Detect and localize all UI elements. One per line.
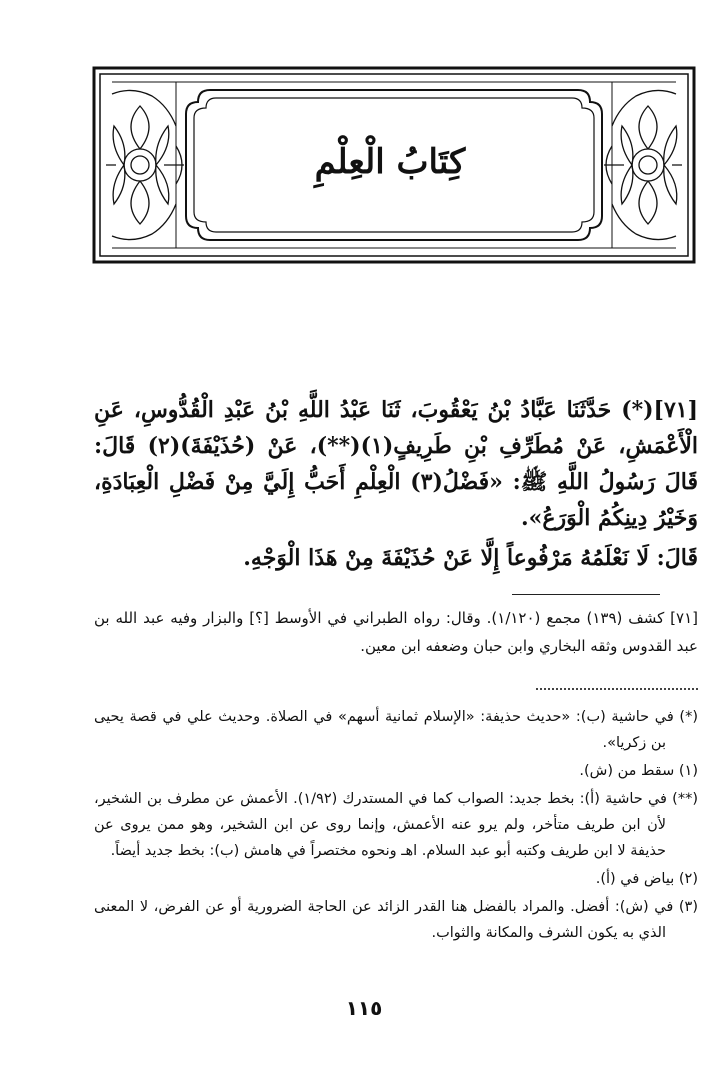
footnote-item: (**) في حاشية (أ): بخط جديد: الصواب كما في المستدرك (١/٩٢). الأعمش عن مطرف بن الشخير، لأن ابن طريف متأخر، ولم يرو عنه الأعمش، وإنما روى عن ابن الشخير، وهو ممن يروى عن حذيفة لا ابن طريف وكتبه أبو عبد السلام. اهـ ونحوه مختصراً في هامش (ب): بخط جديد أيضاً. [94, 791, 698, 859]
dotted-separator [536, 688, 698, 690]
footnote-item: (١) سقط من (ش). [579, 763, 698, 779]
footnote-item: (٣) في (ش): أفضل. والمراد بالفضل هنا القدر الزائد عن الحاجة الضرورية أو عن الفرض، لا المعنى الذي به يكون الشرف والمكانة والثواب. [94, 899, 698, 941]
footnotes [94, 704, 698, 948]
takhrij-text: [٧١] كشف (١٣٩) مجمع (١/١٢٠). وقال: رواه الطبراني في الأوسط [؟] والبزار وفيه عبد الله بن عبد القدوس وثقه البخاري وابن حبان وضعفه ابن معين. [94, 609, 698, 655]
page-number: ١١٥ [345, 996, 383, 1020]
takhrij-note [94, 604, 698, 660]
hadith-body: [٧١](*) حَدَّثَنَا عَبَّادُ بْنُ يَعْقُوبَ، ثَنَا عَبْدُ اللَّهِ بْنُ عَبْدِ الْقُدُّوسِ، عَنِ الْأَعْمَشِ، عَنْ مُطَرِّفِ بْنِ طَرِيفٍ(١)(**)، عَنْ (حُذَيْفَةَ)(٢) قَالَ: قَالَ رَسُولُ اللَّهِ ﷺ: «فَضْلُ(٣) الْعِلْمِ أَحَبُّ إِلَيَّ مِنْ فَضْلِ الْعِبَادَةِ، وَخَيْرُ دِينِكُمُ الْوَرَعُ». [94, 397, 699, 531]
footnote-item: (*) في حاشية (ب): «حديث حذيفة: «الإسلام ثمانية أسهم» في الصلاة. وحديث علي في قصة يحيى بن زكريا». [94, 709, 698, 751]
hadith-comment: قَالَ: لَا نَعْلَمُهُ مَرْفُوعاً إِلَّا عَنْ حُذَيْفَةَ مِنْ هَذَا الْوَجْهِ. [243, 545, 698, 571]
book-title: كِتَابُ الْعِلْمِ [314, 142, 466, 182]
hadith-text [94, 392, 698, 576]
footnote-item: (٢) بياض في (أ). [595, 871, 698, 887]
footnote-separator [512, 594, 660, 595]
